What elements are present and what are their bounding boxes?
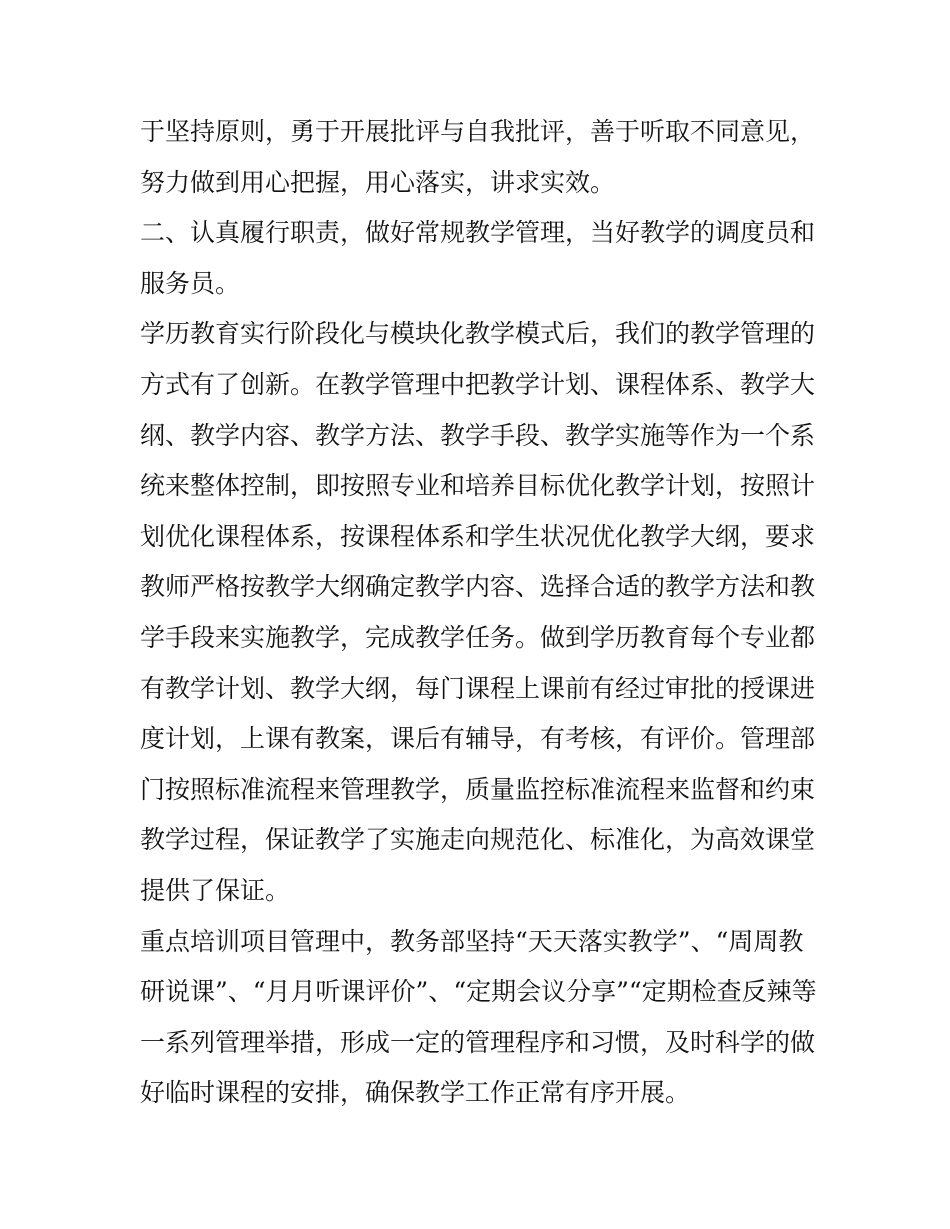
document-body — [140, 107, 820, 1119]
text-line: 有教学计划、教学大纲，每门课程上课前有经过审批的授课进 — [140, 673, 816, 703]
text-line: 统来整体控制，即按照专业和培养目标优化教学计划，按照计 — [140, 471, 816, 501]
text-line: 研说课”、“月月听课评价”、“定期会议分享”“定期检查反辣等 — [140, 977, 817, 1007]
text-line: 一系列管理举措，形成一定的管理程序和习惯，及时科学的做 — [140, 1027, 816, 1057]
text-line: 重点培训项目管理中，教务部坚持“天天落实教学”、“周周教 — [140, 926, 804, 956]
text-line: 纲、教学内容、教学方法、教学手段、教学实施等作为一个系 — [140, 420, 816, 450]
text-line: 教师严格按教学大纲确定教学内容、选择合适的教学方法和教 — [140, 572, 816, 602]
text-line: 学历教育实行阶段化与模块化教学模式后，我们的教学管理的 — [140, 319, 816, 349]
text-line: 教学过程，保证教学了实施走向规范化、标准化，为高效课堂 — [140, 825, 816, 855]
text-line: 学手段来实施教学，完成教学任务。做到学历教育每个专业都 — [140, 622, 816, 652]
text-line: 方式有了创新。在教学管理中把教学计划、课程体系、教学大 — [140, 369, 816, 399]
text-line: 提供了保证。 — [140, 875, 291, 905]
text-line: 度计划，上课有教案，课后有辅导，有考核，有评价。管理部 — [140, 724, 816, 754]
section-heading-line: 服务员。 — [140, 268, 241, 298]
text-line: 门按照标准流程来管理教学，质量监控标准流程来监督和约束 — [140, 774, 816, 804]
section-heading-line: 二、认真履行职责，做好常规教学管理，当好教学的调度员和 — [140, 218, 816, 248]
text-line: 划优化课程体系，按课程体系和学生状况优化教学大纲，要求 — [140, 521, 816, 551]
text-line: 于坚持原则，勇于开展批评与自我批评，善于听取不同意见， — [140, 117, 816, 146]
text-line: 努力做到用心把握，用心落实，讲求实效。 — [140, 167, 616, 197]
text-line: 好临时课程的安排，确保教学工作正常有序开展。 — [140, 1078, 691, 1108]
